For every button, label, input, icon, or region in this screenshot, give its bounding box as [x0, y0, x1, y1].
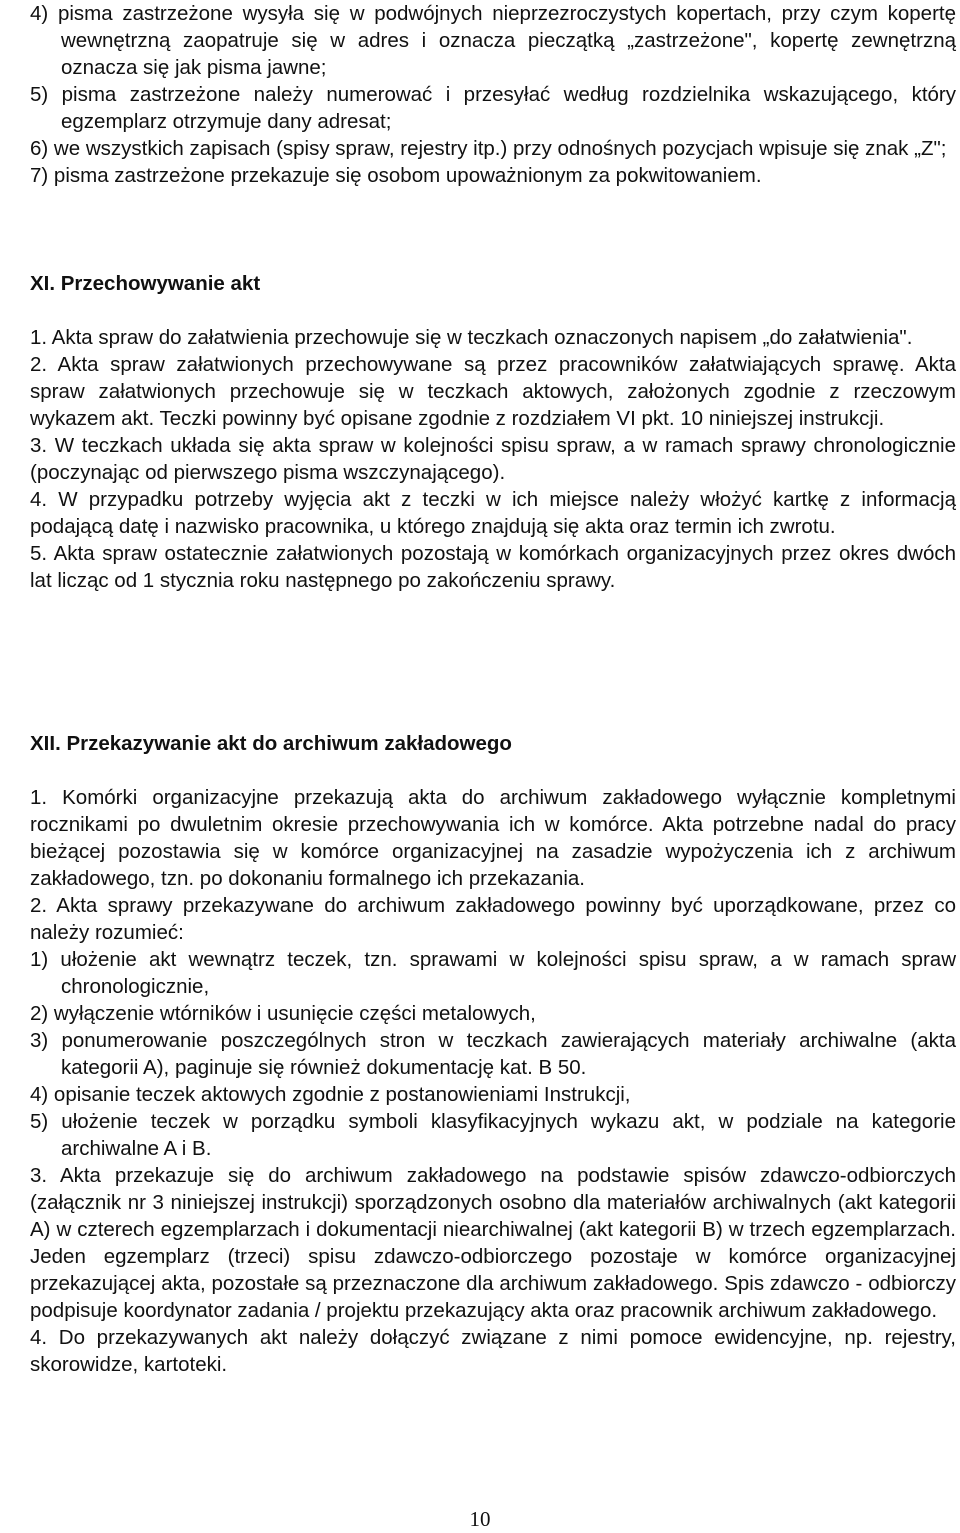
- section-xii-items: [30, 784, 956, 1378]
- page-number: 10: [469, 1507, 491, 1531]
- paragraph: 4. W przypadku potrzeby wyjęcia akt z teczki w ich miejsce należy włożyć kartkę z informacją podającą datę i nazwisko pracownika, u którego znajdują się akta oraz termin ich zwrotu.: [30, 488, 956, 538]
- paragraph: 2. Akta spraw załatwionych przechowywane są przez pracowników załatwiających sprawę. Akta spraw załatwionych przechowuje się w teczkach aktowych, założonych zgodnie z rzeczowym wykazem akt. Teczki powinny być opisane zgodnie z rozdziałem VI pkt. 10 niniejszej instrukcji.: [30, 353, 956, 430]
- paragraph: 3. Akta przekazuje się do archiwum zakładowego na podstawie spisów zdawczo-odbiorczych (załącznik nr 3 niniejszej instrukcji) sporządzonych osobno dla materiałów archiwalnych (akt kategorii A) w czterech egzemplarzach i dokumentacji niearchiwalnej (akt kategorii B) w trzech egzemplarzach. Jeden egzemplarz (trzeci) spisu zdawczo-odbiorczego pozostaje w komórce organizacyjnej przekazującej akta, pozostałe są przeznaczone dla archiwum zakładowego. Spis zdawczo - odbiorczy podpisuje koordynator zadania / projektu przekazujący akta oraz pracownik archiwum zakładowego.: [30, 1164, 956, 1322]
- list-item: 4) opisanie teczek aktowych zgodnie z postanowieniami Instrukcji,: [30, 1083, 631, 1106]
- section-xi: [30, 270, 956, 297]
- list-item: 5) pisma zastrzeżone należy numerować i przesyłać według rozdzielnika wskazującego, który egzemplarz otrzymuje dany adresat;: [30, 83, 956, 133]
- list-item: 1) ułożenie akt wewnątrz teczek, tzn. sprawami w kolejności spisu spraw, a w ramach spraw chronologicznie,: [30, 948, 956, 998]
- list-item: 2) wyłączenie wtórników i usunięcie części metalowych,: [30, 1002, 536, 1025]
- section-heading: XI. Przechowywanie akt: [30, 272, 261, 295]
- section-heading: XII. Przekazywanie akt do archiwum zakładowego: [30, 732, 512, 755]
- paragraph: 4. Do przekazywanych akt należy dołączyć związane z nimi pomoce ewidencyjne, np. rejestry, skorowidze, kartoteki.: [30, 1326, 956, 1376]
- paragraph: 1. Komórki organizacyjne przekazują akta do archiwum zakładowego wyłącznie kompletnymi rocznikami po dwuletnim okresie przechowywania ich w komórce. Akta potrzebne nadal do pracy bieżącej pozostawia się w komórce organizacyjnej na zasadzie wypożyczenia ich z archiwum zakładowego, tzn. po dokonaniu formalnego ich przekazania.: [30, 786, 956, 890]
- list-item: 5) ułożenie teczek w porządku symboli klasyfikacyjnych wykazu akt, w podziale na kategorie archiwalne A i B.: [30, 1110, 956, 1160]
- section-xii: [30, 730, 956, 757]
- list-top: [30, 0, 956, 189]
- paragraph: 3. W teczkach układa się akta spraw w kolejności spisu spraw, a w ramach sprawy chronologicznie (poczynając od pierwszego pisma wszczynającego).: [30, 434, 956, 484]
- paragraph: 1. Akta spraw do załatwienia przechowuje się w teczkach oznaczonych napisem „do załatwienia".: [30, 326, 913, 349]
- section-xi-items: [30, 324, 956, 594]
- list-item: 4) pisma zastrzeżone wysyła się w podwójnych nieprzezroczystych kopertach, przy czym kopertę wewnętrzną zaopatruje się w adres i oznacza pieczątką „zastrzeżone", kopertę zewnętrzną oznacza się jak pisma jawne;: [30, 2, 956, 79]
- paragraph: 2. Akta sprawy przekazywane do archiwum zakładowego powinny być uporządkowane, przez co należy rozumieć:: [30, 894, 956, 944]
- list-item: 6) we wszystkich zapisach (spisy spraw, rejestry itp.) przy odnośnych pozycjach wpisuje się znak „Z";: [30, 137, 947, 160]
- list-item: 3) ponumerowanie poszczególnych stron w teczkach zawierających materiały archiwalne (akta kategorii A), paginuje się również dokumentację kat. B 50.: [30, 1029, 956, 1079]
- list-item: 7) pisma zastrzeżone przekazuje się osobom upoważnionym za pokwitowaniem.: [30, 164, 762, 187]
- paragraph: 5. Akta spraw ostatecznie załatwionych pozostają w komórkach organizacyjnych przez okres dwóch lat licząc od 1 stycznia roku następnego po zakończeniu sprawy.: [30, 542, 956, 592]
